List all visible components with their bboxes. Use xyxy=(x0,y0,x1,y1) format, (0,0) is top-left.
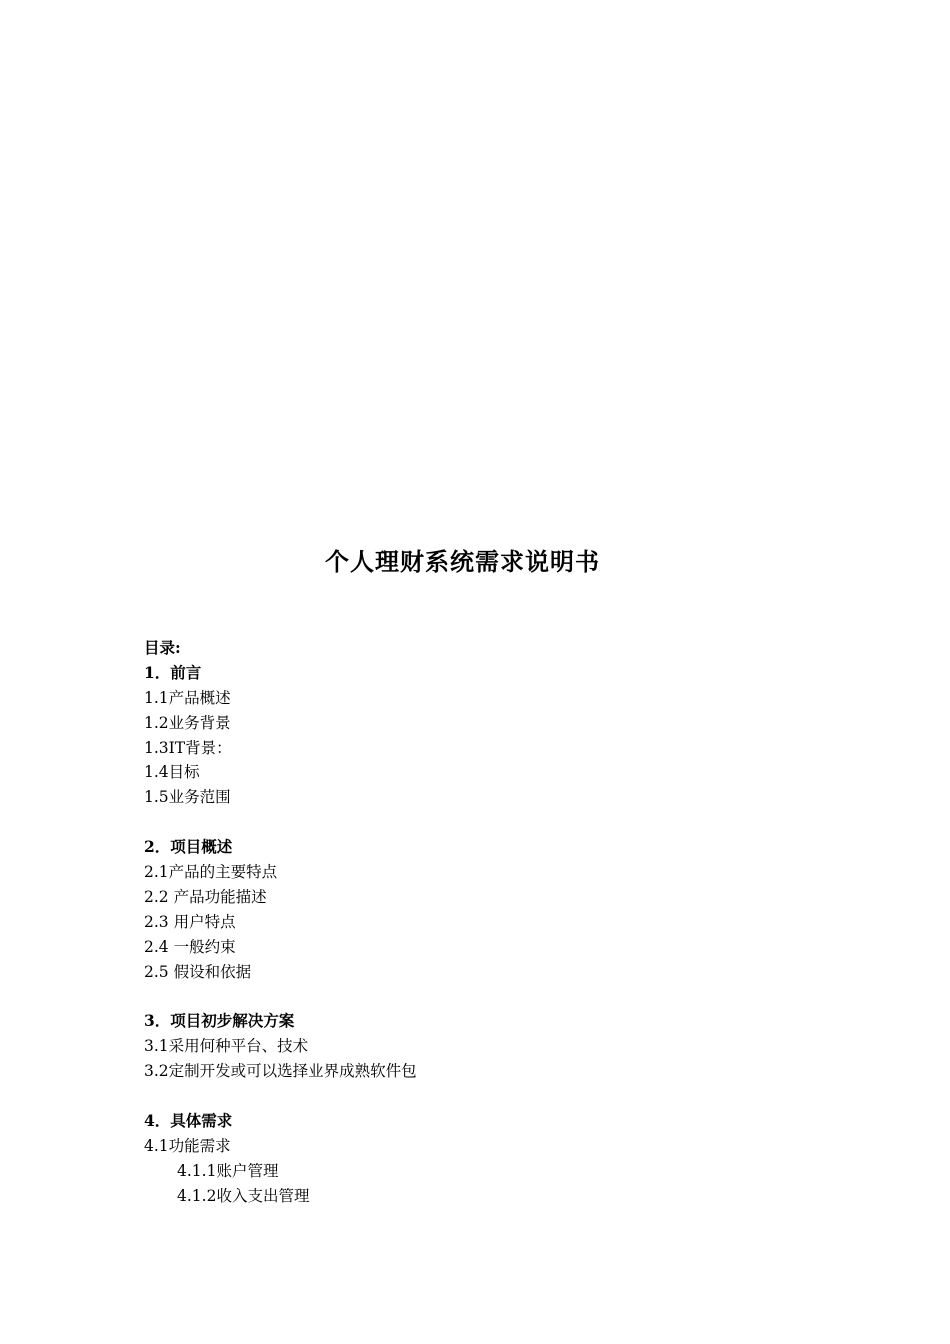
toc-item: 1.4目标 xyxy=(144,763,200,782)
toc-heading: 目录: xyxy=(144,638,181,657)
toc-item: 3.2定制开发或可以选择业界成熟软件包 xyxy=(144,1062,417,1081)
toc-item: 4.1功能需求 xyxy=(144,1136,231,1155)
toc-item: 1.2业务背景 xyxy=(144,713,231,732)
toc-item: 2.1产品的主要特点 xyxy=(144,863,278,882)
toc-section-2-heading: 2．项目概述 xyxy=(144,837,233,857)
toc-section-3-heading: 3．项目初步解决方案 xyxy=(144,1011,295,1031)
toc-item: 1.3IT背景： xyxy=(144,738,232,757)
toc-item: 1.1产品概述 xyxy=(144,688,231,707)
toc-item: 2.2 产品功能描述 xyxy=(144,887,267,906)
toc-subitem: 4.1.2收入支出管理 xyxy=(177,1186,310,1205)
section-spacer xyxy=(144,984,844,1009)
toc-section-1-heading: 1．前言 xyxy=(144,662,202,682)
toc-item: 2.4 一般约束 xyxy=(144,937,236,956)
toc-section-4-heading: 4．具体需求 xyxy=(144,1110,233,1130)
section-spacer xyxy=(144,810,844,835)
section-spacer xyxy=(144,1084,844,1109)
toc-item: 3.1采用何种平台、技术 xyxy=(144,1037,309,1056)
document-title: 个人理财系统需求说明书 xyxy=(325,547,600,576)
toc-item: 1.5业务范围 xyxy=(144,788,231,807)
table-of-contents xyxy=(144,636,844,1208)
toc-item: 2.3 用户特点 xyxy=(144,912,236,931)
toc-item: 2.5 假设和依据 xyxy=(144,962,252,981)
toc-subitem: 4.1.1账户管理 xyxy=(177,1161,279,1180)
